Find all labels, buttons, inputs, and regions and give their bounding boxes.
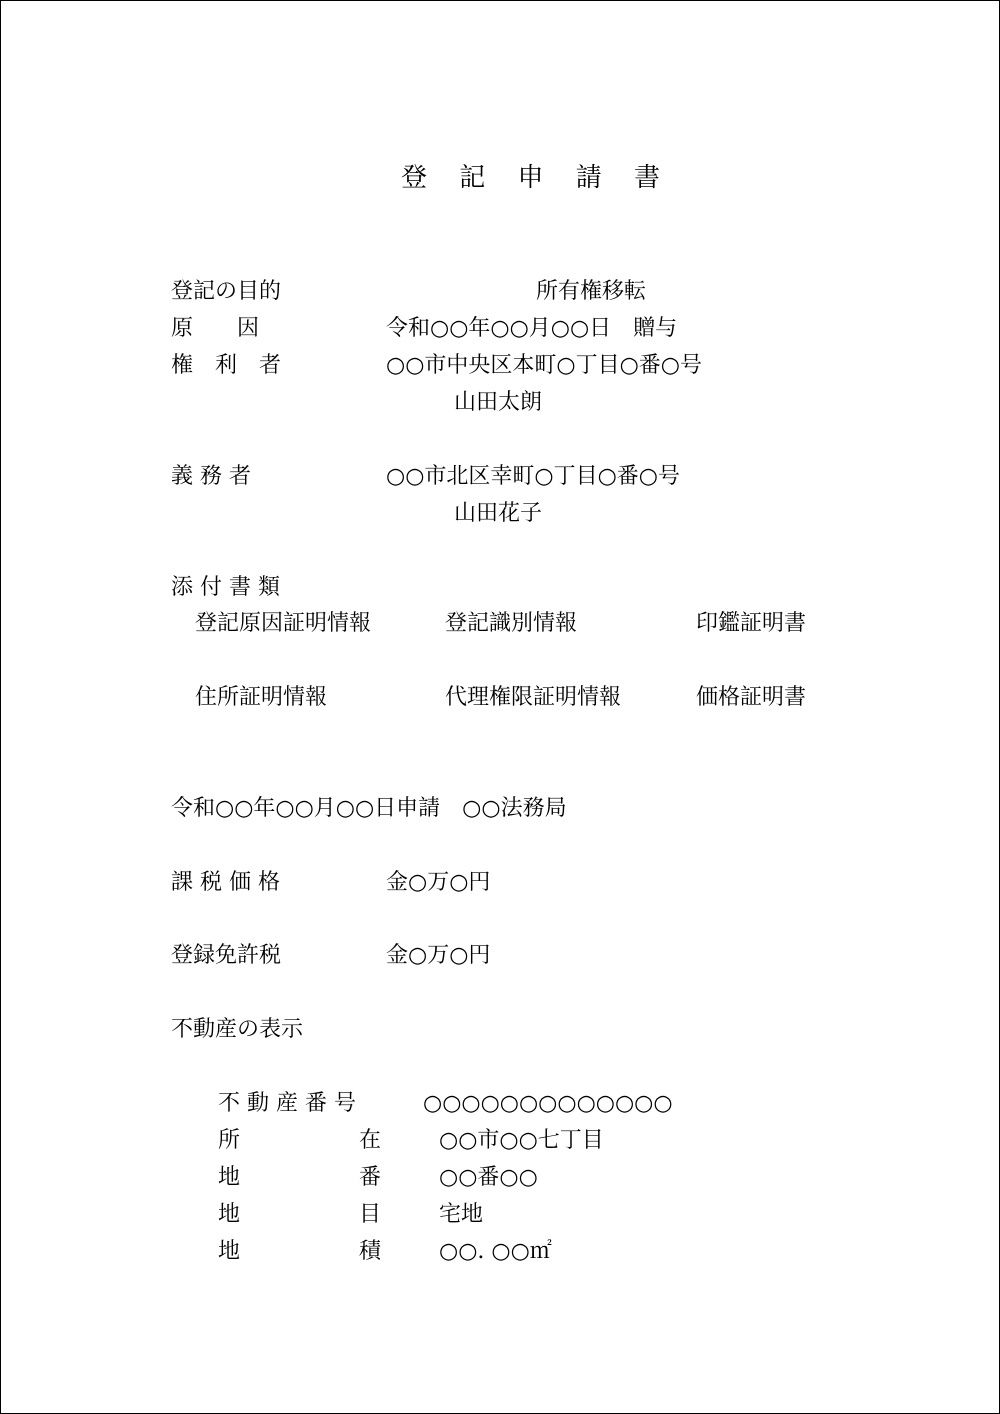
cause-label: 原 因 <box>171 316 260 341</box>
area-label-a: 地 <box>218 1239 241 1264</box>
area-label-b: 積 <box>359 1239 382 1264</box>
purpose-label: 登記の目的 <box>171 279 282 304</box>
lot-number-label-a: 地 <box>218 1165 241 1190</box>
attachment-item: 登記識別情報 <box>445 611 578 636</box>
lot-number-label-b: 番 <box>359 1165 382 1190</box>
property-number-label: 不 動 産 番 号 <box>218 1091 356 1116</box>
attachment-item: 価格証明書 <box>696 685 807 710</box>
attachment-item: 住所証明情報 <box>195 685 328 710</box>
attachment-item: 印鑑証明書 <box>696 611 807 636</box>
taxable-value: 金○万○円 <box>386 870 491 895</box>
property-number-value: ○○○○○○○○○○○○○ <box>423 1091 673 1116</box>
right-holder-address: ○○市中央区本町○丁目○番○号 <box>386 353 702 378</box>
attachment-item: 登記原因証明情報 <box>195 611 372 636</box>
application-line: 令和○○年○○月○○日申請 ○○法務局 <box>171 796 567 821</box>
location-label-b: 在 <box>359 1128 382 1153</box>
registration-tax-label: 登録免許税 <box>171 943 282 968</box>
land-category-label-b: 目 <box>359 1202 382 1227</box>
attachments-label: 添 付 書 類 <box>171 575 280 600</box>
right-holder-name: 山田太朗 <box>454 390 543 415</box>
land-category-label-a: 地 <box>218 1202 241 1227</box>
obligor-address: ○○市北区幸町○丁目○番○号 <box>386 464 680 489</box>
attachment-item: 代理権限証明情報 <box>445 685 622 710</box>
obligor-name: 山田花子 <box>454 501 543 526</box>
land-category-value: 宅地 <box>439 1202 484 1227</box>
lot-number-value: ○○番○○ <box>439 1165 538 1190</box>
location-value: ○○市○○七丁目 <box>439 1128 604 1153</box>
cause-value: 令和○○年○○月○○日 贈与 <box>386 316 678 341</box>
taxable-value-label: 課 税 価 格 <box>171 870 280 895</box>
purpose-value: 所有権移転 <box>536 279 647 304</box>
location-label-a: 所 <box>218 1128 241 1153</box>
registration-tax-value: 金○万○円 <box>386 943 491 968</box>
right-holder-label: 権 利 者 <box>171 353 282 378</box>
document-title: 登 記 申 請 書 <box>401 163 673 193</box>
property-heading: 不動産の表示 <box>171 1017 304 1042</box>
obligor-label: 義 務 者 <box>171 464 251 489</box>
area-value: ○○. ○○㎡ <box>439 1239 552 1264</box>
